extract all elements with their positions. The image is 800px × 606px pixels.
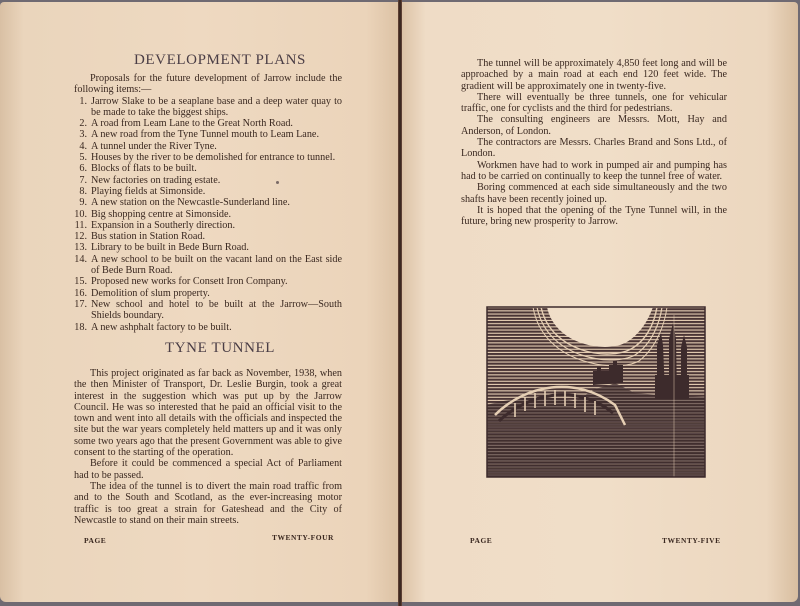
paragraph: This project originated as far back as November, 1938, when the then Minister of Transport, Dr. Leslie Burgin, took a great interest in the suggestion which was put up by the Jarrow Council. He was so interested that he paid an official visit to the town and went into all details with the officials and inspected the site but the war years completely held matters up and it was only some two years ago that the present Government was able to give consent to the starting of the operation.: [74, 368, 342, 459]
list-item: [74, 220, 342, 231]
item-number: 7.: [79, 174, 87, 186]
item-number: 15.: [74, 276, 87, 288]
item-number: 6.: [79, 163, 87, 175]
page-footer-label: PAGE: [84, 536, 107, 545]
development-plans-section: [74, 73, 342, 333]
list-item: [74, 242, 342, 253]
item-text: Houses by the river to be demolished for entrance to tunnel.: [91, 152, 336, 164]
item-text: Blocks of flats to be built.: [91, 163, 197, 175]
woodcut-illustration: [485, 305, 707, 480]
list-item: [74, 163, 342, 174]
item-text: Proposed new works for Consett Iron Company.: [91, 276, 288, 288]
list-item: [74, 129, 342, 140]
development-plans-intro: Proposals for the future development of Jarrow include the following items:—: [74, 73, 342, 96]
item-text: A new station on the Newcastle-Sunderland line.: [91, 197, 290, 209]
item-number: 18.: [74, 321, 87, 333]
item-text: New school and hotel to be built at the Jarrow—South Shields boundary.: [91, 298, 342, 322]
item-number: 17.: [74, 298, 87, 310]
item-text: Jarrow Slake to be a seaplane base and a deep water quay to be made to take the biggest ships.: [91, 95, 342, 118]
item-number: 4.: [79, 140, 87, 152]
item-text: A tunnel under the River Tyne.: [91, 140, 217, 152]
bridge-illustration-icon: [485, 305, 707, 480]
item-number: 13.: [74, 242, 87, 254]
list-item: [74, 288, 342, 299]
list-item: [74, 209, 342, 220]
item-number: 2.: [79, 118, 87, 130]
list-item: [74, 322, 342, 333]
item-number: 11.: [74, 219, 87, 231]
page-number: TWENTY-FOUR: [272, 533, 334, 542]
item-number: 16.: [74, 287, 87, 299]
paragraph: Workmen have had to work in pumped air and pumping has had to be carried on continually to keep the tunnel free of water.: [461, 159, 727, 182]
item-text: Library to be built in Bede Burn Road.: [91, 242, 249, 254]
paragraph: The consulting engineers are Messrs. Mott, Hay and Anderson, of London.: [461, 114, 727, 137]
item-number: 3.: [79, 129, 87, 141]
item-number: 8.: [79, 185, 87, 197]
paragraph: There will eventually be three tunnels, one for vehicular traffic, one for cyclists and the third for pedestrians.: [461, 91, 727, 115]
item-text: Big shopping centre at Simonside.: [91, 208, 232, 220]
paragraph: Boring commenced at each side simultaneously and the two shafts have been recently joined up.: [461, 182, 727, 205]
item-number: 5.: [79, 152, 87, 164]
list-item: [74, 197, 342, 208]
paragraph: It is hoped that the opening of the Tyne Tunnel will, in the future, bring new prosperity to Jarrow.: [461, 204, 727, 228]
item-text: New factories on trading estate.: [91, 174, 221, 186]
list-item: [74, 299, 342, 322]
paragraph: The idea of the tunnel is to divert the main road traffic from and to the South and Scotland, as the ever-increasing motor traffic is too great a strain for Gateshead and the City of Newcastle to stand on their main streets.: [74, 480, 342, 526]
right-page-text: [461, 58, 727, 227]
item-number: 1.: [79, 95, 87, 107]
development-plans-title: DEVELOPMENT PLANS: [133, 52, 306, 68]
list-item: [74, 96, 342, 119]
item-text: A new ashphalt factory to be built.: [91, 321, 232, 333]
item-text: A road from Leam Lane to the Great North Road.: [91, 118, 293, 130]
item-text: A new road from the Tyne Tunnel mouth to Leam Lane.: [91, 129, 319, 141]
paragraph: Before it could be commenced a special Act of Parliament had to be passed.: [74, 458, 342, 481]
list-item: [74, 186, 342, 197]
item-number: 12.: [74, 231, 87, 243]
item-text: A new school to be built on the vacant land on the East side of Bede Burn Road.: [91, 253, 342, 277]
item-number: 10.: [74, 208, 87, 220]
paragraph: The tunnel will be approximately 4,850 feet long and will be approached by a main road at each end 120 feet wide. The gradient will be approximately one in twenty-five.: [461, 58, 727, 92]
item-text: Expansion in a Southerly direction.: [91, 219, 236, 231]
item-text: Playing fields at Simonside.: [91, 185, 206, 197]
paper-speck: [276, 181, 279, 184]
item-number: 9.: [79, 197, 87, 209]
tyne-tunnel-title: TYNE TUNNEL: [164, 340, 276, 356]
page-footer-label: PAGE: [470, 536, 493, 545]
item-text: Demolition of slum property.: [91, 287, 210, 299]
list-item: [74, 141, 342, 152]
tyne-tunnel-section: [74, 368, 342, 526]
item-number: 14.: [74, 253, 87, 265]
list-item: [74, 118, 342, 129]
list-item: [74, 152, 342, 163]
paragraph: The contractors are Messrs. Charles Brand and Sons Ltd., of London.: [461, 137, 727, 160]
list-item: [74, 175, 342, 186]
list-item: [74, 254, 342, 277]
list-item: [74, 276, 342, 287]
item-text: Bus station in Station Road.: [91, 231, 206, 243]
list-item: [74, 231, 342, 242]
development-plans-list: [74, 96, 342, 333]
page-number: TWENTY-FIVE: [662, 536, 721, 545]
